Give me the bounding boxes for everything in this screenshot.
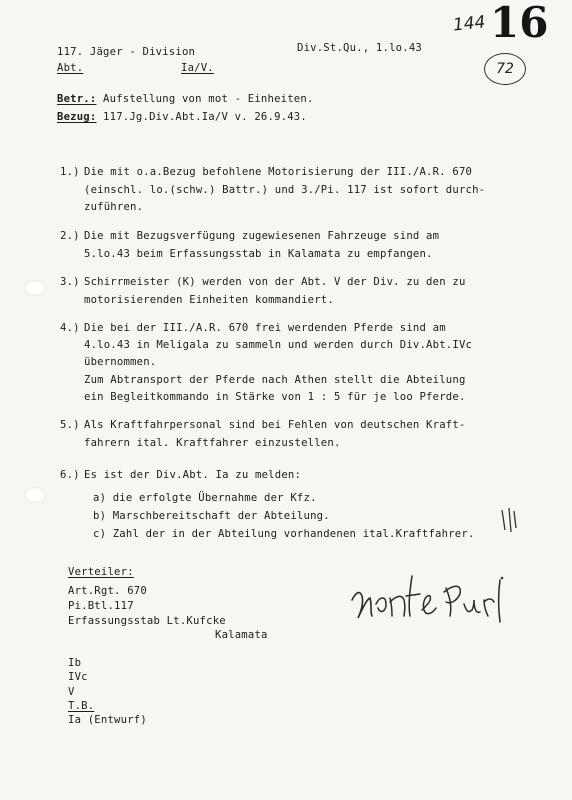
item-4-line-2: 4.lo.43 in Meligala zu sammeln und werden durch Div.Abt.IVc bbox=[84, 339, 473, 351]
folder-number: 16 bbox=[490, 0, 549, 47]
item-6-sub-a: a) die erfolgte Übernahme der Kfz. bbox=[93, 492, 317, 504]
distribution-line-3b: Kalamata bbox=[215, 629, 268, 641]
distribution-line-3: Erfassungsstab Lt.Kufcke bbox=[68, 615, 226, 627]
item-6-sub-b: b) Marschbereitschaft der Abteilung. bbox=[93, 510, 330, 522]
betr-label: Betr.: bbox=[57, 93, 97, 105]
punch-hole-top bbox=[24, 280, 46, 296]
item-3-number: 3.) bbox=[60, 276, 80, 288]
item-5-line-2: fahrern ital. Kraftfahrer einzustellen. bbox=[84, 437, 341, 449]
item-4-line-5: ein Begleitkommando in Stärke von 1 : 5 für je loo Pferde. bbox=[84, 391, 466, 403]
handwritten-number: 144 bbox=[452, 12, 487, 36]
item-5-line-1: Als Kraftfahrpersonal sind bei Fehlen von deutschen Kraft- bbox=[84, 419, 466, 431]
bezug-label: Bezug: bbox=[57, 111, 97, 123]
place-date: Div.St.Qu., 1.lo.43 bbox=[297, 42, 422, 54]
item-6-line-1: Es ist der Div.Abt. Ia zu melden: bbox=[84, 469, 302, 481]
betr-text: Aufstellung von mot - Einheiten. bbox=[96, 93, 314, 105]
signature bbox=[346, 570, 516, 634]
check-mark-icon bbox=[499, 506, 519, 534]
distribution-line-2: Pi.Btl.117 bbox=[68, 600, 134, 612]
item-6-number: 6.) bbox=[60, 469, 80, 481]
item-3-line-2: motorisierenden Einheiten kommandiert. bbox=[84, 294, 334, 306]
item-5-number: 5.) bbox=[60, 419, 80, 431]
circled-number: 72 bbox=[484, 53, 526, 85]
item-1-line-1: Die mit o.a.Bezug befohlene Motorisierung der III./A.R. 670 bbox=[84, 166, 473, 178]
bezug-text: 117.Jg.Div.Abt.Ia/V v. 26.9.43. bbox=[96, 111, 307, 123]
item-1-line-3: zuführen. bbox=[84, 201, 144, 213]
distribution-title: Verteiler: bbox=[68, 566, 134, 578]
item-1-line-2: (einschl. lo.(schw.) Battr.) und 3./Pi. 117 ist sofort durch- bbox=[84, 184, 486, 196]
distribution-line-8: Ia (Entwurf) bbox=[68, 714, 147, 726]
item-3-line-1: Schirrmeister (K) werden von der Abt. V der Div. zu den zu bbox=[84, 276, 466, 288]
distribution-line-6: V bbox=[68, 686, 75, 698]
item-4-number: 4.) bbox=[60, 322, 80, 334]
abt-value: Ia/V. bbox=[181, 62, 214, 74]
distribution-line-7: T.B. bbox=[68, 700, 95, 712]
distribution-line-4: Ib bbox=[68, 657, 82, 669]
distribution-line-1: Art.Rgt. 670 bbox=[68, 585, 147, 597]
item-2-number: 2.) bbox=[60, 230, 80, 242]
abt-label: Abt. bbox=[57, 62, 84, 74]
item-2-line-2: 5.lo.43 beim Erfassungsstab in Kalamata zu empfangen. bbox=[84, 248, 433, 260]
item-6-sub-c: c) Zahl der in der Abteilung vorhandenen ital.Kraftfahrer. bbox=[93, 528, 475, 540]
subject-line bbox=[57, 93, 314, 106]
item-2-line-1: Die mit Bezugsverfügung zugewiesenen Fahrzeuge sind am bbox=[84, 230, 440, 242]
item-4-line-4: Zum Abtransport der Pferde nach Athen stellt die Abteilung bbox=[84, 374, 466, 386]
item-4-line-1: Die bei der III./A.R. 670 frei werdenden Pferde sind am bbox=[84, 322, 446, 334]
item-4-line-3: übernommen. bbox=[84, 356, 157, 368]
punch-hole-bottom bbox=[24, 487, 46, 503]
item-1-number: 1.) bbox=[60, 166, 80, 178]
distribution-line-5: IVc bbox=[68, 671, 88, 683]
unit-name: 117. Jäger - Division bbox=[57, 46, 196, 58]
reference-line bbox=[57, 111, 307, 124]
